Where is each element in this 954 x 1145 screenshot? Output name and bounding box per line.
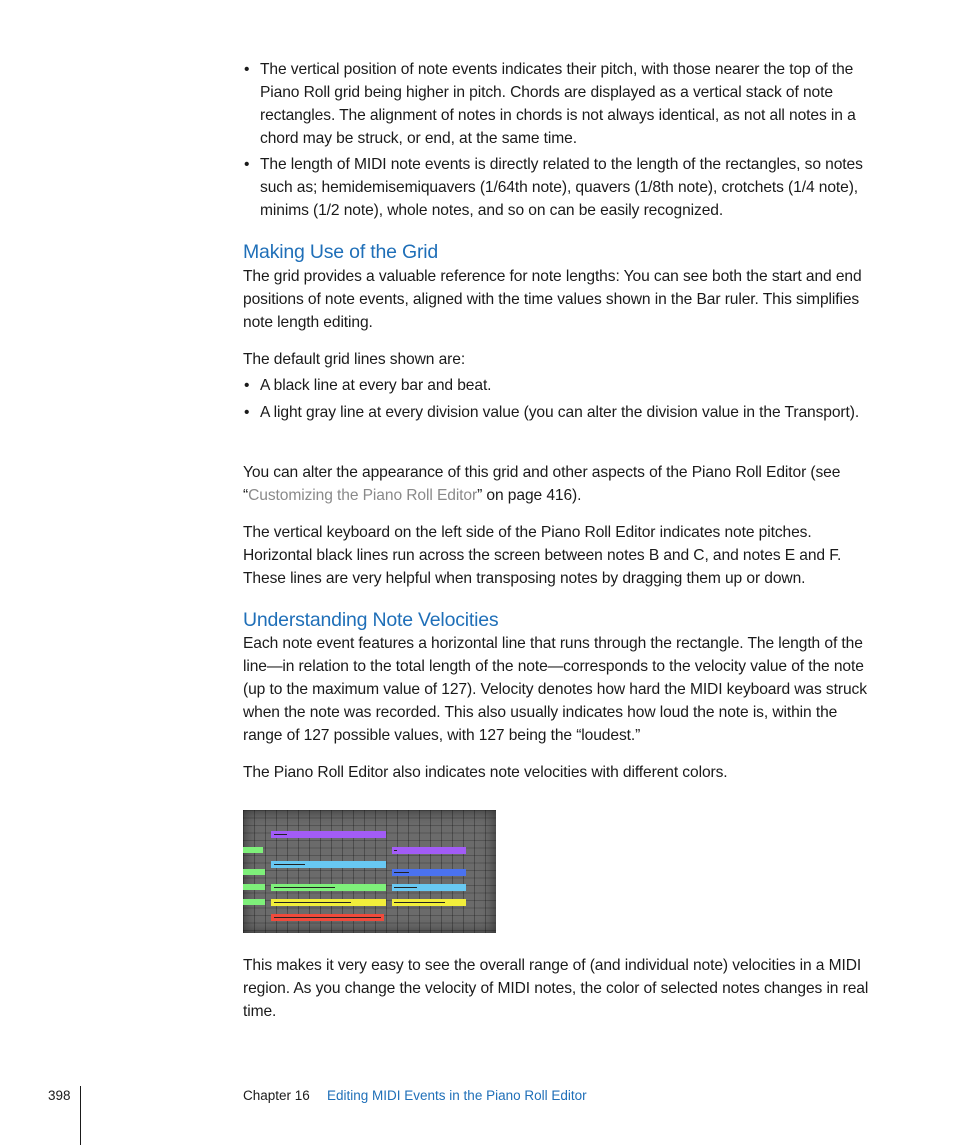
bullet-black-line — [243, 374, 873, 397]
piano-roll-velocity-image — [243, 810, 496, 933]
left-edge-notes — [243, 847, 265, 905]
bullet-gray-line — [243, 401, 873, 424]
bullet-text: The vertical position of note events indicates their pitch, with those nearer the top of the Piano Roll grid being higher in pitch. Chords are displayed as a vertical stack of note rectangles. The alignment of notes in chords is not always identical, as not all notes in a chord may be struck, or end, at the same time. — [260, 61, 856, 147]
note-edge — [243, 847, 263, 853]
footer-rule — [80, 1086, 81, 1145]
paragraph-vertical-keyboard: The vertical keyboard on the left side of the Piano Roll Editor indicates note pitches. Horizontal black lines run across the screen between notes B and C, and notes E and F. These lines are very helpful when transposing notes by dragging them up or down. — [243, 524, 842, 587]
bullet-pitch — [243, 58, 873, 150]
notes-left-chord — [271, 831, 386, 921]
note-edge — [243, 899, 265, 905]
paragraph-alter-grid — [243, 461, 873, 507]
link-customizing-piano-roll[interactable]: Customizing the Piano Roll Editor — [248, 487, 478, 504]
paragraph-default-lines: The default grid lines shown are: — [243, 351, 466, 368]
bullet-text: A black line at every bar and beat. — [260, 377, 492, 394]
piano-roll-notes — [243, 810, 496, 933]
paragraph-velocity-colors: The Piano Roll Editor also indicates note velocities with different colors. — [243, 764, 728, 781]
note-edge — [243, 884, 265, 890]
text-alter-after: ” on page 416). — [477, 487, 582, 504]
bullet-dot: • — [244, 156, 250, 173]
note-edge — [243, 869, 265, 875]
text-alter-before: You can alter the appearance of this grid and other aspects of the Piano Roll Editor (see “ — [243, 464, 841, 504]
bullet-text: A light gray line at every division value (you can alter the division value in the Transport). — [260, 404, 860, 421]
bullet-length — [243, 153, 873, 222]
paragraph-velocity-body: Each note event features a horizontal line that runs through the rectangle. The length of the line—in relation to the total length of the note—corresponds to the velocity value of the note (up to the maximum value of 127). Velocity denotes how hard the MIDI keyboard was struck when the note was recorded. This also usually indicates how loud the note is, within the range of 127 possible values, with 127 being the “loudest.” — [243, 635, 867, 744]
note-purple — [271, 831, 386, 838]
paragraph-velocity-final: This makes it very easy to see the overall range of (and individual note) velocities in a MIDI region. As you change the velocity of MIDI notes, the color of selected notes changes in real time. — [243, 957, 869, 1020]
page-number: 398 — [48, 1088, 71, 1103]
bullet-dot: • — [244, 404, 250, 421]
note-purple — [392, 847, 466, 854]
notes-right-chord — [392, 847, 466, 906]
heading-velocities: Understanding Note Velocities — [243, 609, 499, 631]
paragraph-grid-intro: The grid provides a valuable reference for note lengths: You can see both the start and end positions of note events, aligned with the time values shown in the Bar ruler. This simplifies note length editing. — [243, 268, 862, 331]
footer-chapter-title: Editing MIDI Events in the Piano Roll Editor — [327, 1088, 587, 1103]
bullet-text: The length of MIDI note events is directly related to the length of the rectangles, so notes such as; hemidemisemiquavers (1/64th note), quavers (1/8th note), crotchets (1/4 note), minims (1/2 note), whole notes, and so on can be easily recognized. — [260, 156, 863, 219]
footer-chapter: Chapter 16 — [243, 1088, 310, 1103]
bullet-dot: • — [244, 61, 250, 78]
heading-grid: Making Use of the Grid — [243, 241, 439, 263]
bullet-dot: • — [244, 377, 250, 394]
